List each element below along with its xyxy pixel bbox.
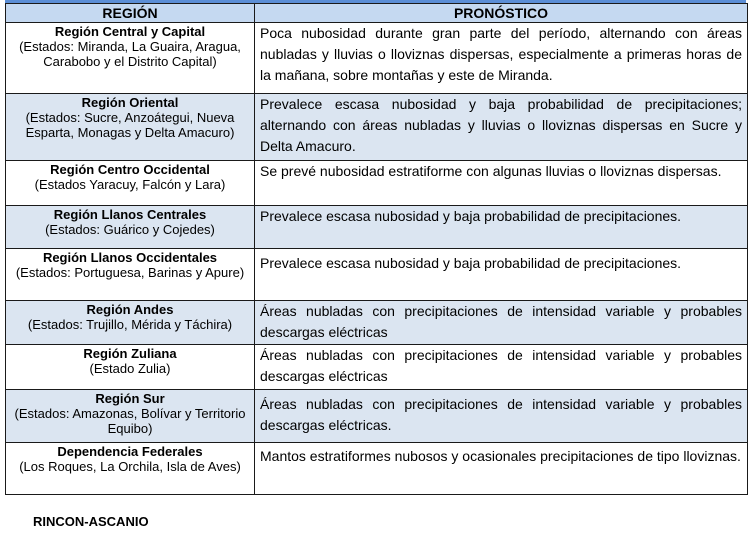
region-cell bbox=[6, 206, 255, 249]
forecast-cell: Áreas nubladas con precipitaciones de intensidad variable y probables descargas eléctricas bbox=[255, 345, 748, 390]
region-name: Región Oriental bbox=[81, 95, 179, 110]
table-row bbox=[6, 249, 748, 301]
forecast-cell: Prevalece escasa nubosidad y baja probabilidad de precipitaciones. bbox=[255, 249, 748, 301]
region-states: (Estados Yaracuy, Falcón y Lara) bbox=[34, 177, 226, 192]
region-name: Región Llanos Occidentales bbox=[42, 250, 218, 265]
region-cell bbox=[6, 94, 255, 161]
table-row bbox=[6, 206, 748, 249]
forecast-cell: Prevalece escasa nubosidad y baja probabilidad de precipitaciones. bbox=[255, 206, 748, 249]
region-states: (Estados: Sucre, Anzoátegui, Nueva Esparta, Monagas y Delta Amacuro) bbox=[25, 110, 235, 140]
region-name: Región Andes bbox=[86, 302, 174, 317]
forecast-column-header: PRONÓSTICO bbox=[255, 4, 748, 23]
region-cell bbox=[6, 443, 255, 495]
region-states: (Estados: Portuguesa, Barinas y Apure) bbox=[15, 265, 245, 280]
region-states: (Estados: Miranda, La Guaira, Aragua, Carabobo y el Distrito Capital) bbox=[19, 39, 241, 69]
forecast-cell: Prevalece escasa nubosidad y baja probabilidad de precipitaciones; alternando con áreas nubladas y lluvias o lloviznas dispersas en Sucre y Delta Amacuro. bbox=[255, 94, 748, 161]
table-row bbox=[6, 161, 748, 206]
forecast-cell: Áreas nubladas con precipitaciones de intensidad variable y probables descargas eléctricas bbox=[255, 301, 748, 345]
author-label: RINCON-ASCANIO bbox=[33, 514, 149, 529]
table-row bbox=[6, 390, 748, 443]
region-name: Región Zuliana bbox=[83, 346, 177, 361]
region-cell bbox=[6, 249, 255, 301]
table-row bbox=[6, 443, 748, 495]
region-name: Región Central y Capital bbox=[54, 24, 206, 39]
table-row bbox=[6, 94, 748, 161]
region-name: Región Llanos Centrales bbox=[53, 207, 207, 222]
forecast-cell: Poca nubosidad durante gran parte del período, alternando con áreas nubladas y lluvias o lloviznas dispersas, especialmente a primeras horas de la mañana, sobre montañas y este de Miranda. bbox=[255, 23, 748, 94]
region-cell bbox=[6, 23, 255, 94]
region-cell bbox=[6, 161, 255, 206]
table-row bbox=[6, 23, 748, 94]
region-cell bbox=[6, 345, 255, 390]
region-states: (Estados: Guárico y Cojedes) bbox=[45, 222, 215, 237]
table-row bbox=[6, 301, 748, 345]
region-states: (Estado Zulia) bbox=[89, 361, 171, 376]
table-header-row bbox=[6, 4, 748, 23]
forecast-cell: Se prevé nubosidad estratiforme con algunas lluvias o lloviznas dispersas. bbox=[255, 161, 748, 206]
forecast-cell: Áreas nubladas con precipitaciones de intensidad variable y probables descargas eléctricas. bbox=[255, 390, 748, 443]
forecast-table bbox=[5, 3, 748, 495]
region-name: Dependencia Federales bbox=[57, 444, 203, 459]
table-row bbox=[6, 345, 748, 390]
region-states: (Los Roques, La Orchila, Isla de Aves) bbox=[19, 459, 241, 474]
region-name: Región Sur bbox=[95, 391, 165, 406]
region-name: Región Centro Occidental bbox=[50, 162, 210, 177]
region-cell bbox=[6, 301, 255, 345]
region-states: (Estados: Amazonas, Bolívar y Territorio Equibo) bbox=[14, 406, 246, 436]
region-column-header: REGIÓN bbox=[6, 4, 255, 23]
forecast-cell: Mantos estratiformes nubosos y ocasionales precipitaciones de tipo lloviznas. bbox=[255, 443, 748, 495]
region-states: (Estados: Trujillo, Mérida y Táchira) bbox=[27, 317, 233, 332]
region-cell bbox=[6, 390, 255, 443]
